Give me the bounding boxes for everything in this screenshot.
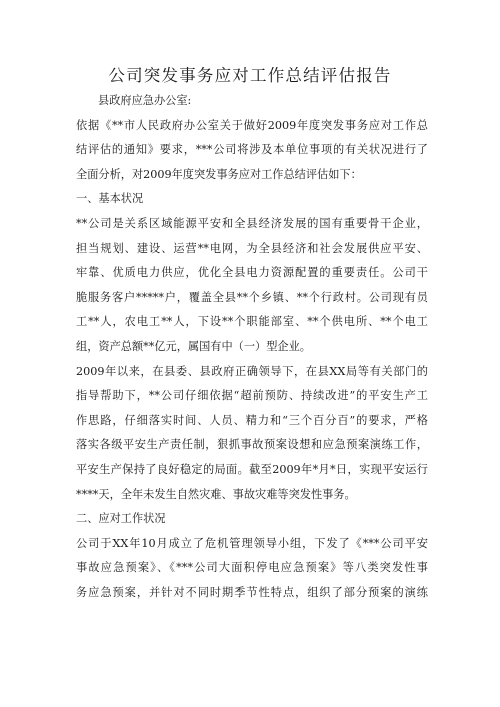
text-line: 牢靠、优质电力供应，优化全县电力资源配置的重要责任。公司干 [76,266,428,280]
text-line: 一、基本状况 [76,192,144,206]
text-line: 公司于XX年10月成立了危机管理领导小组，下发了《***公司平安 [76,536,428,550]
document-title: 公司突发事务应对工作总结评估报告 [108,66,392,85]
text-line: 务应急预案，并针对不同时期季节性特点，组织了部分预案的演练 [76,585,428,599]
text-line: 工**人，农电工**人，下设**个职能部室、**个供电所、**个电工 [76,315,428,329]
text-line: 担当规划、建设、运营**电网，为全县经济和社会发展供应平安、 [76,241,428,255]
text-line: 脆服务客户*****户，覆盖全县**个乡镇、**个行政村。公司现有员 [76,290,428,304]
text-line: 平安生产保持了良好稳定的局面。截至2009年*月*日，实现平安运行 [76,462,428,476]
text-line: 二、应对工作状况 [76,512,166,526]
text-line: **公司是关系区域能源平安和全县经济发展的国有重要骨干企业， [76,216,428,230]
text-line: 依据《**市人民政府办公室关于做好2009年度突发事务应对工作总 [76,118,428,132]
text-line: 落实各级平安生产责任制，狠抓事故预案设想和应急预案演练工作， [76,438,428,452]
text-line: 指导帮助下，**公司仔细依据“超前预防、持续改进”的平安生产工 [76,389,428,403]
text-line: 全面分析，对2009年度突发事务应对工作总结评估如下： [76,167,362,181]
text-line: 作思路，仔细落实时间、人员、精力和“三个百分百”的要求，严格 [76,413,428,427]
text-line: ****天，全年未发生自然灾难、事故灾难等突发性事务。 [76,487,356,501]
text-line: 县政府应急办公室: [98,94,192,107]
document-body [76,89,428,605]
text-line: 组，资产总额**亿元，属国有中（一）型企业。 [76,339,311,353]
text-line: 结评估的通知》要求，***公司将涉及本单位事项的有关状况进行了 [76,143,428,157]
text-line: 2009年以来，在县委、县政府正确领导下，在县XX局等有关部门的 [76,364,428,378]
text-line: 事故应急预案》、《***公司大面积停电应急预案》等八类突发性事 [76,561,428,575]
